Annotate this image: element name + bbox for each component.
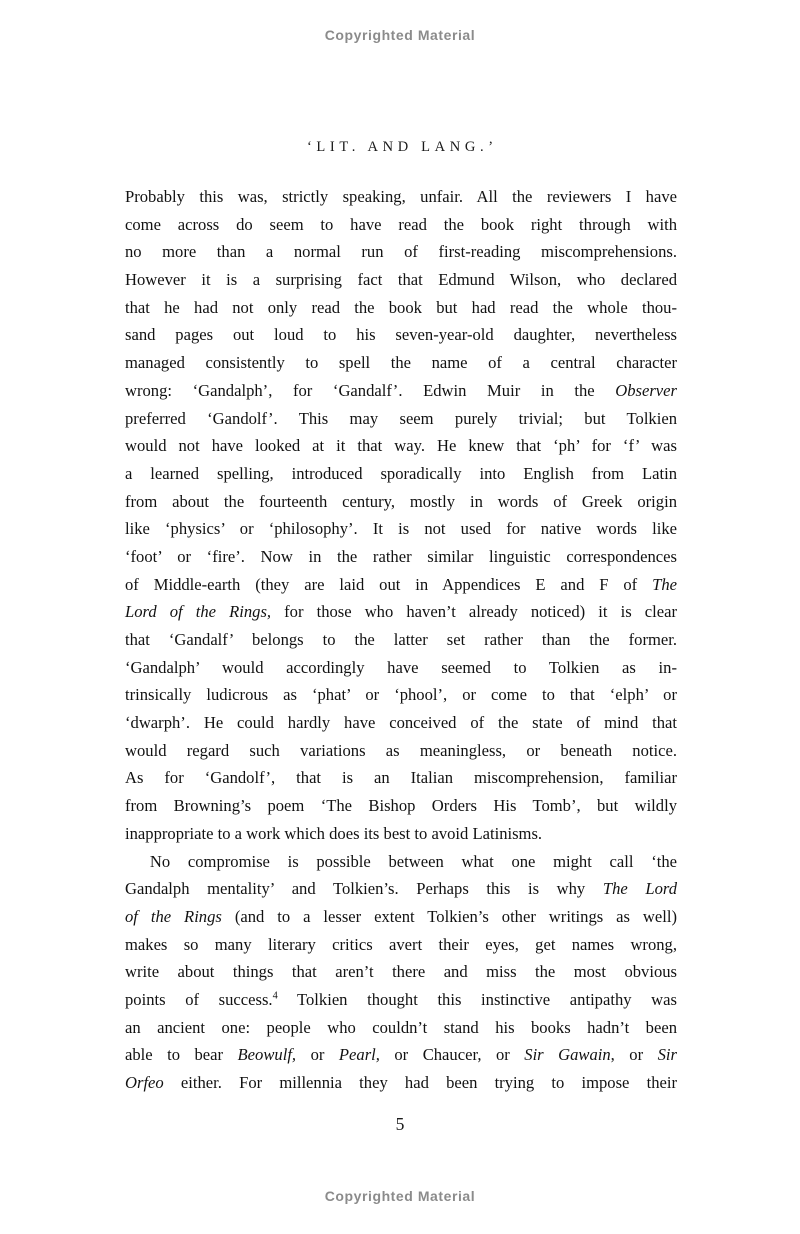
text-line: would regard such variations as meaningless, or beneath notice. (125, 740, 677, 760)
footer-watermark: Copyrighted Material (324, 1188, 476, 1204)
running-head: ‘LIT. AND LANG.’ (306, 139, 498, 155)
text-line: that ‘Gandalf’ belongs to the latter set rather than the former. (125, 630, 677, 649)
text-line: ‘dwarph’. He could hardly have conceived of the state of mind that (125, 713, 677, 733)
paragraph (125, 848, 677, 1097)
text-line: ‘foot’ or ‘fire’. Now in the rather similar linguistic correspondences (125, 546, 677, 566)
text-line: wrong: ‘Gandalph’, for ‘Gandalf’. Edwin Muir in the Observer (125, 380, 677, 400)
text-line: managed consistently to spell the name of a central character (125, 353, 677, 373)
text-line: of the Rings (and to a lesser extent Tolkien’s other writings as well) (125, 906, 677, 926)
text-line: like ‘physics’ or ‘philosophy’. It is not used for native words like (125, 519, 677, 539)
text-line: from about the fourteenth century, mostly in words of Greek origin (125, 491, 677, 511)
paragraph (125, 183, 677, 848)
text-line: No compromise is possible between what one might call ‘the (149, 851, 677, 871)
body-text (125, 183, 677, 1097)
text-line: ‘Gandalph’ would accordingly have seemed to Tolkien as in- (125, 657, 677, 677)
text-line: a learned spelling, introduced sporadically into English from Latin (125, 463, 677, 483)
text-line: As for ‘Gandolf’, that is an Italian miscomprehension, familiar (125, 768, 677, 788)
text-line: an ancient one: people who couldn’t stand his books hadn’t been (125, 1017, 677, 1037)
text-line: points of success.$^4$ Tolkien thought this instinctive antipathy was (125, 989, 677, 1009)
text-line: no more than a normal run of first-reading miscomprehensions. (125, 242, 677, 262)
page-number: 5 (395, 1114, 405, 1134)
text-line: that he had not only read the book but had read the whole thou- (125, 297, 677, 317)
text-line: sand pages out loud to his seven-year-old daughter, nevertheless (125, 325, 677, 345)
text-line: Lord of the Rings, for those who haven’t already noticed) it is clear (125, 602, 677, 622)
text-line: would not have looked at it that way. He knew that ‘ph’ for ‘f’ was (125, 436, 677, 456)
text-line: However it is a surprising fact that Edmund Wilson, who declared (125, 270, 677, 290)
text-line: of Middle-earth (they are laid out in Appendices E and F of The (125, 574, 677, 594)
text-line: write about things that aren’t there and miss the most obvious (125, 962, 677, 982)
text-line: inappropriate to a work which does its best to avoid Latinisms. (125, 823, 543, 843)
text-line: Probably this was, strictly speaking, unfair. All the reviewers I have (125, 187, 677, 206)
text-line: Gandalph mentality’ and Tolkien’s. Perhaps this is why The Lord (125, 879, 678, 899)
text-line: trinsically ludicrous as ‘phat’ or ‘phool’, or come to that ‘elph’ or (125, 685, 677, 705)
text-line: from Browning’s poem ‘The Bishop Orders His Tomb’, but wildly (125, 796, 677, 816)
text-line: preferred ‘Gandolf’. This may seem purely trivial; but Tolkien (125, 408, 677, 428)
text-line: able to bear Beowulf, or Pearl, or Chaucer, or Sir Gawain, or Sir (125, 1045, 677, 1065)
text-line: makes so many literary critics avert their eyes, get names wrong, (125, 934, 677, 954)
text-line: come across do seem to have read the book right through with (125, 214, 677, 234)
header-watermark: Copyrighted Material (324, 27, 476, 43)
text-line: Orfeo either. For millennia they had been trying to impose their (125, 1073, 677, 1092)
